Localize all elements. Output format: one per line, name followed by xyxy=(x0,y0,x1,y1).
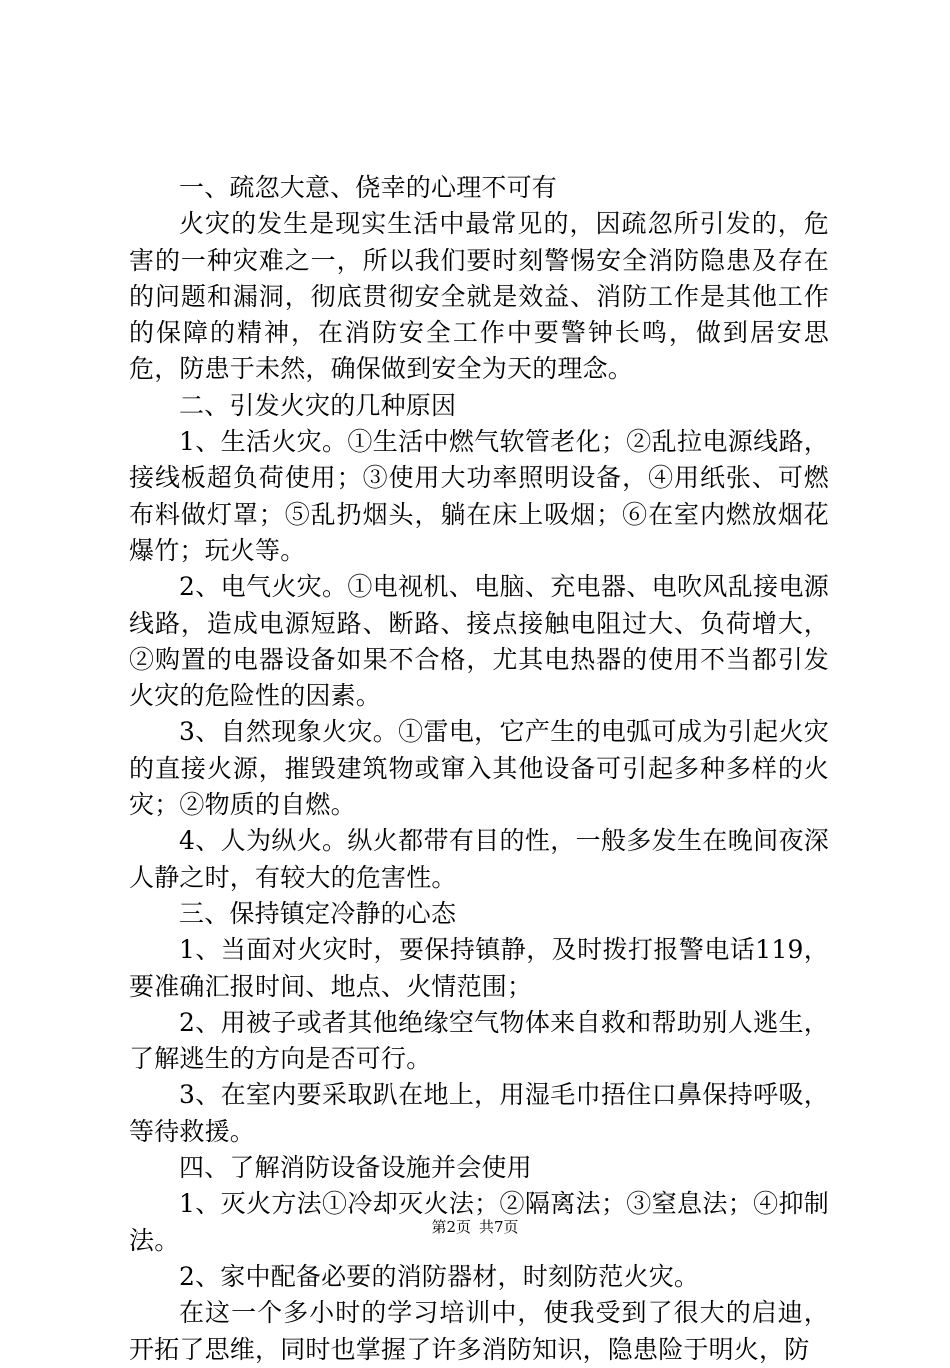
section-heading-4: 四、了解消防设备设施并会使用 xyxy=(179,1153,532,1183)
body-paragraph: 在这一个多小时的学习培训中，使我受到了很大的启迪，开拓了思维，同时也掌握了许多消防知识，隐患险于明火，防 xyxy=(129,1298,829,1364)
list-item: 2、家中配备必要的消防器材，时刻防范火灾。 xyxy=(179,1261,700,1291)
document-body xyxy=(129,170,829,1368)
body-paragraph: 火灾的发生是现实生活中最常见的，因疏忽所引发的，危害的一种灾难之一，所以我们要时刻警惕安全消防隐患及存在的问题和漏洞，彻底贯彻安全就是效益、消防工作是其他工作的保障的精神，在消防安全工作中要警钟长鸣，做到居安思危，防患于未然，确保做到安全为天的理念。 xyxy=(129,209,829,384)
page-number: 第2页 xyxy=(431,1218,471,1236)
list-item: 2、电气火灾。①电视机、电脑、充电器、电吹风乱接电源线路，造成电源短路、断路、接点接触电阻过大、负荷增大，②购置的电器设备如果不合格，尤其电热器的使用不当都引发火灾的危险性的因素。 xyxy=(129,572,829,711)
section-heading-3: 三、保持镇定冷静的心态 xyxy=(179,898,457,928)
section-heading-2: 二、引发火灾的几种原因 xyxy=(179,390,457,420)
list-item: 3、自然现象火灾。①雷电，它产生的电弧可成为引起火灾的直接火源，摧毁建筑物或窜入其他设备可引起多种多样的火灾；②物质的自燃。 xyxy=(129,717,829,820)
list-item: 1、生活火灾。①生活中燃气软管老化；②乱拉电源线路，接线板超负荷使用；③使用大功率照明设备，④用纸张、可燃布料做灯罩；⑤乱扔烟头，躺在床上吸烟；⑥在室内燃放烟花爆竹；玩火等。 xyxy=(129,427,829,565)
list-item: 3、在室内要采取趴在地上，用湿毛巾捂住口鼻保持呼吸，等待救援。 xyxy=(129,1080,829,1146)
section-heading-1: 一、疏忽大意、侥幸的心理不可有 xyxy=(179,173,558,202)
list-item: 2、用被子或者其他绝缘空气物体来自救和帮助别人逃生，了解逃生的方向是否可行。 xyxy=(129,1007,829,1074)
list-item: 1、当面对火灾时，要保持镇静，及时拨打报警电话119，要准确汇报时间、地点、火情范围； xyxy=(129,935,829,1001)
list-item: 1、灭火方法①冷却灭火法；②隔离法；③窒息法；④抑制法。 xyxy=(129,1189,829,1255)
page-footer xyxy=(0,1217,950,1237)
page-total: 共7页 xyxy=(479,1218,519,1236)
list-item: 4、人为纵火。纵火都带有目的性，一般多发生在晚间夜深人静之时，有较大的危害性。 xyxy=(129,826,829,892)
